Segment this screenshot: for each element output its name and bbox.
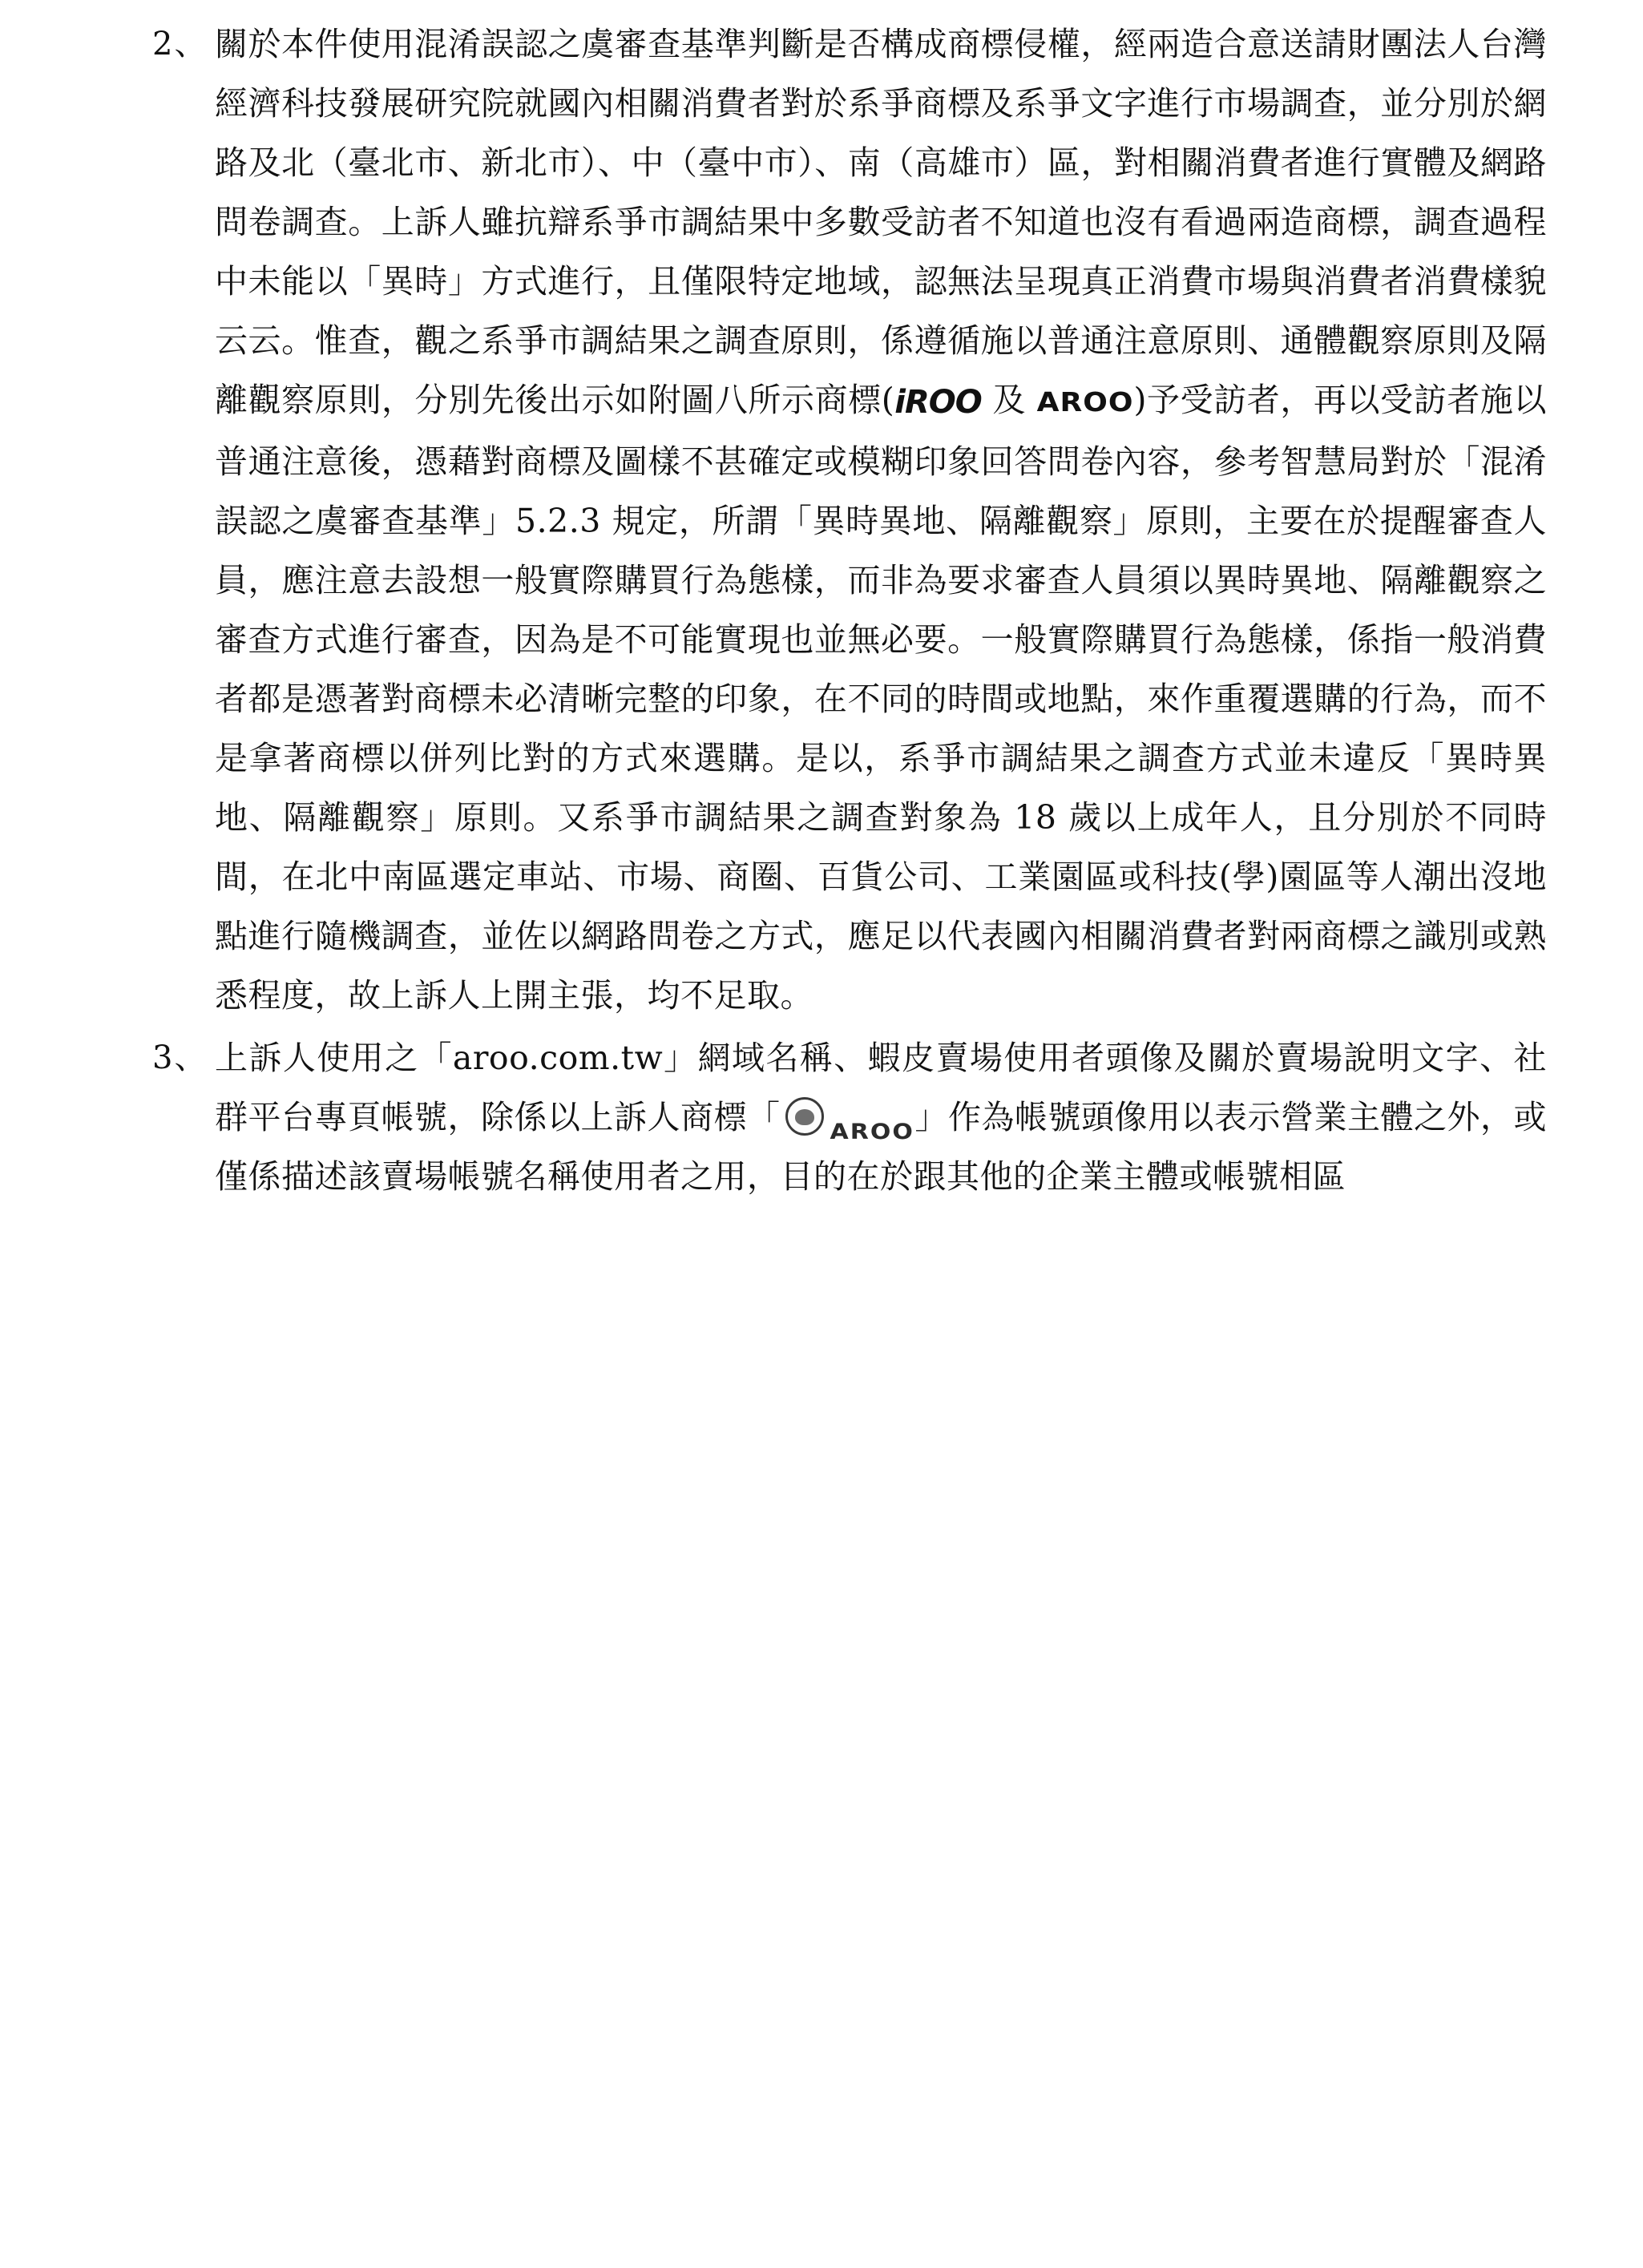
paragraph-3-segment-2: 」作為帳號頭像用以表示營業主體之外，或僅係描述該賣場帳號名稱使用者之用，目的在於跟其他的企業主體或帳號相區 [215, 1098, 1547, 1196]
aroo-avatar-circle-icon [785, 1097, 824, 1136]
aroo-logo-mark: AROO [1036, 387, 1134, 418]
paragraph-2-text [215, 14, 1547, 1025]
aroo-avatar-wordmark: AROO [830, 1119, 914, 1144]
paragraph-3 [120, 1028, 1547, 1206]
paragraph-2-segment-2: 及 [981, 381, 1037, 419]
paragraph-2-segment-3: )予受訪者，再以受訪者施以普通注意後，憑藉對商標及圖樣不甚確定或模糊印象回答問卷內容，參考智慧局對於「混淆誤認之虞審查基準」5.2.3 規定，所謂「異時異地、隔離觀察」原則，主要在於提醒審查人員，應注意去設想一般實際購買行為態樣，而非為要求審查人員須以異時異地、隔離觀察之審查方式進行審查，因為是不可能實現也並無必要。一般實際購買行為態樣，係指一般消費者都是憑著對商標未必清晰完整的印象，在不同的時間或地點，來作重覆選購的行為，而不是拿著商標以併列比對的方式來選購。是以，系爭市調結果之調查方式並未違反「異時異地、隔離觀察」原則。又系爭市調結果之調查對象為 18 歲以上成年人，且分別於不同時間，在北中南區選定車站、市場、商圈、百貨公司、工業園區或科技(學)園區等人潮出沒地點進行隨機調查，並佐以網路問卷之方式，應足以代表國內相關消費者對兩商標之識別或熟悉程度，故上訴人上開主張，均不足取。 [215, 381, 1547, 1015]
paragraph-3-segment-1: 上訴人使用之「aroo.com.tw」網域名稱、蝦皮賣場使用者頭像及關於賣場說明文字、社群平台專頁帳號，除係以上訴人商標「 [215, 1039, 1547, 1136]
paragraph-3-text [215, 1028, 1547, 1206]
paragraph-2-marker: 2、 [152, 26, 208, 63]
aroo-avatar-image [781, 1096, 915, 1144]
paragraph-3-marker: 3、 [152, 1039, 208, 1076]
paragraph-2 [120, 14, 1547, 1025]
paragraph-2-segment-1: 關於本件使用混淆誤認之虞審查基準判斷是否構成商標侵權，經兩造合意送請財團法人台灣經濟科技發展研究院就國內相關消費者對於系爭商標及系爭文字進行市場調查，並分別於網路及北（臺北市、新北市）、中（臺中市）、南（高雄市）區，對相關消費者進行實體及網路問卷調查。上訴人雖抗辯系爭市調結果中多數受訪者不知道也沒有看過兩造商標，調查過程中未能以「異時」方式進行，且僅限特定地域，認無法呈現真正消費市場與消費者消費樣貌云云。惟查，觀之系爭市調結果之調查原則，係遵循施以普通注意原則、通體觀察原則及隔離觀察原則，分別先後出示如附圖八所示商標( [215, 25, 1547, 419]
iroo-logo-mark: iROO [894, 384, 982, 421]
